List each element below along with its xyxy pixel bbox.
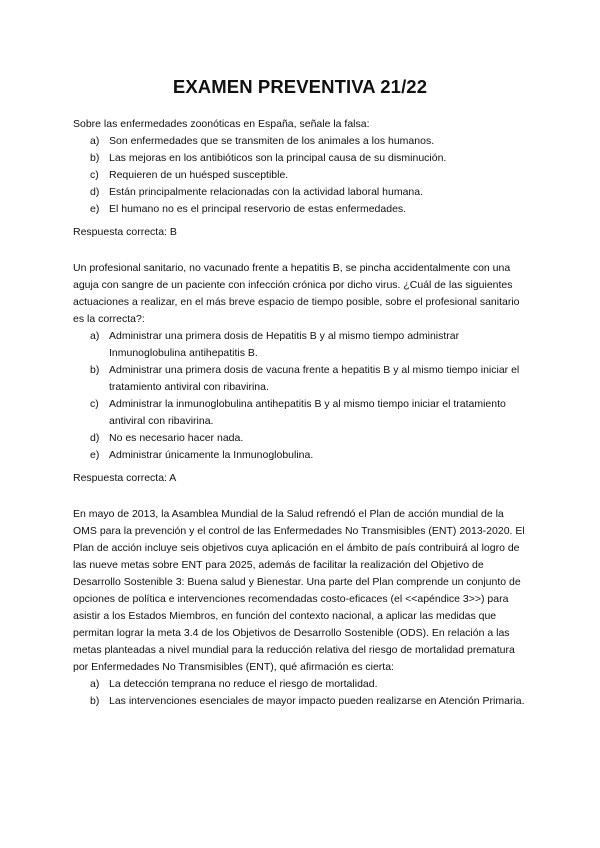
option-marker: e) (90, 203, 100, 215)
option-c (73, 167, 528, 184)
question-stem: En mayo de 2013, la Asamblea Mundial de la Salud refrendó el Plan de acción mundial de la OMS para la prevención y el control de las Enfermedades No Transmisibles (ENT) 2013-2020. El Plan de acción incluye seis objetivos cuya aplicación en el ámbito de país contribuirá al logro de las nueve metas sobre ENT para 2025, además de facilitar la realización del Objetivo de Desarrollo Sostenible 3: Buena salud y Bienestar. Una parte del Plan comprende un conjunto de opciones de política e intervenciones recomendadas costo-eficaces (el <<apéndice 3>>) para asistir a los Estados Miembros, en función del contexto nacional, a aplicar las medidas que permitan lograr la meta 3.4 de los Objetivos de Desarrollo Sostenible (ODS). En relación a las metas planteadas a nivel mundial para la reducción relativa del riesgo de mortalidad prematura por Enfermedades No Transmisibles (ENT), qué afirmación es cierta: (73, 508, 525, 673)
option-marker: d) (90, 186, 100, 198)
option-marker: c) (90, 169, 99, 181)
question-2 (73, 260, 528, 487)
option-list (73, 676, 528, 710)
document-body (73, 116, 528, 710)
question-3 (73, 506, 528, 710)
correct-answer: Respuesta correcta: B (73, 226, 177, 238)
option-marker: b) (90, 152, 100, 164)
option-text: Administrar una primera dosis de vacuna frente a hepatitis B y al mismo tiempo iniciar el tratamiento antiviral con ribavirina. (109, 364, 520, 393)
question-1 (73, 116, 528, 241)
option-marker: b) (90, 364, 100, 376)
document-title: EXAMEN PREVENTIVA 21/22 (172, 76, 428, 97)
option-text: Las intervenciones esenciales de mayor impacto pueden realizarse en Atención Primaria. (109, 695, 525, 707)
option-text: Requieren de un huésped susceptible. (109, 169, 289, 181)
option-marker: a) (90, 678, 100, 690)
option-text: No es necesario hacer nada. (109, 432, 244, 444)
option-b (73, 150, 528, 167)
option-b (73, 693, 528, 710)
option-marker: a) (90, 135, 100, 147)
option-a (73, 133, 528, 150)
option-text: Administrar una primera dosis de Hepatitis B y al mismo tiempo administrar Inmunoglobulina antihepatitis B. (109, 330, 460, 359)
question-stem: Sobre las enfermedades zoonóticas en España, señale la falsa: (73, 118, 370, 130)
option-marker: c) (90, 398, 99, 410)
option-d (73, 430, 528, 447)
option-b (73, 362, 528, 396)
option-a (73, 328, 528, 362)
option-d (73, 184, 528, 201)
question-stem: Un profesional sanitario, no vacunado frente a hepatitis B, se pincha accidentalmente con una aguja con sangre de un paciente con infección crónica por dicho virus. ¿Cuál de las siguientes actuaciones a realizar, en el más breve espacio de tiempo posible, sobre el profesional sanitario es la correcta?: (73, 262, 520, 325)
option-a (73, 676, 528, 693)
option-text: Son enfermedades que se transmiten de los animales a los humanos. (109, 135, 435, 147)
option-marker: d) (90, 432, 100, 444)
option-list (73, 133, 528, 218)
option-marker: e) (90, 449, 100, 461)
option-text: La detección temprana no reduce el riesgo de mortalidad. (109, 678, 378, 690)
option-e (73, 201, 528, 218)
option-text: El humano no es el principal reservorio de estas enfermedades. (109, 203, 407, 215)
option-text: Administrar únicamente la Inmunoglobulina. (109, 449, 314, 461)
correct-answer: Respuesta correcta: A (73, 472, 177, 484)
option-marker: a) (90, 330, 100, 342)
option-list (73, 328, 528, 464)
option-text: Administrar la inmunoglobulina antihepatitis B y al mismo tiempo iniciar el tratamiento antiviral con ribavirina. (109, 398, 506, 427)
option-e (73, 447, 528, 464)
option-text: Las mejoras en los antibióticos son la principal causa de su disminución. (109, 152, 447, 164)
option-c (73, 396, 528, 430)
option-marker: b) (90, 695, 100, 707)
option-text: Están principalmente relacionadas con la actividad laboral humana. (109, 186, 424, 198)
